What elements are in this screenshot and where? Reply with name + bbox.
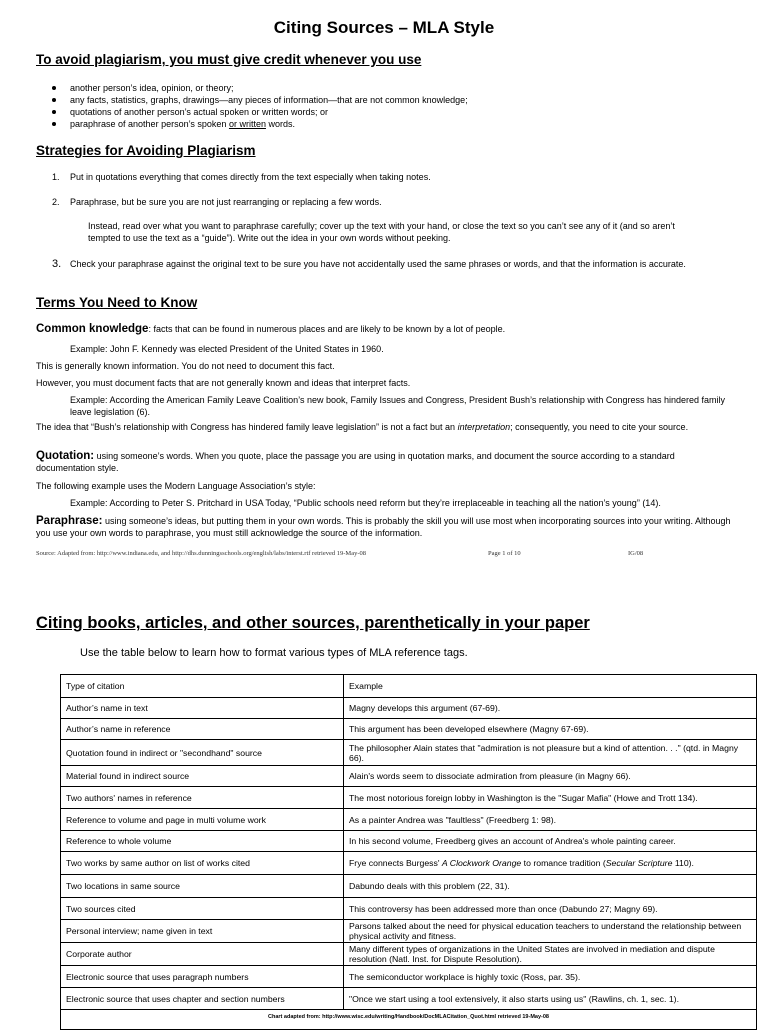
table-row — [61, 852, 757, 875]
heading-strategies: Strategies for Avoiding Plagiarism — [36, 143, 256, 158]
term-paraphrase: Paraphrase: — [36, 515, 103, 527]
table-intro: Use the table below to learn how to format various types of MLA reference tags. — [80, 647, 468, 659]
cell-example: Parsons talked about the need for physical education teachers to understand the relationship between physical activity and fitness. — [344, 920, 757, 943]
cell-example: Many different types of organizations in the United States are involved in mediation and dispute resolution (Natl. Inst. for Dispute Resolution). — [344, 943, 757, 966]
example-kennedy: Example: John F. Kennedy was elected President of the United States in 1960. — [70, 344, 384, 354]
footer-code: IG/08 — [628, 550, 644, 557]
cell-example: The philosopher Alain states that "admiration is not pleasure but a kind of attention. . ." (qtd. in Magny 66). — [344, 740, 757, 766]
example-family-leave: Example: According the American Family Leave Coalition’s new book, Family Issues and Congress, President Bush’s relationship with Congress has hindered family leave legislation (6). — [70, 395, 725, 417]
cell-type: Quotation found in indirect or "secondhand" source — [61, 740, 344, 766]
cell-example: "Once we start using a tool extensively, it also starts using us" (Rawlins, ch. 1, sec. 1). — [344, 988, 757, 1010]
cell-example: As a painter Andrea was "faultless" (Freedberg 1: 98). — [344, 809, 757, 831]
term-common-knowledge: Common knowledge — [36, 323, 149, 335]
table-header-row — [61, 675, 757, 698]
heading-citing-sources: Citing books, articles, and other sources, parenthetically in your paper — [36, 614, 590, 632]
footer-source: Source: Adapted from: http://www.indiana.edu, and http://dhs.dunningsschools.org/english/labs/interst.rtf retrieved 19-May-08 — [36, 550, 367, 557]
table-row — [61, 988, 757, 1010]
cell-example: Magny develops this argument (67-69). — [344, 698, 757, 719]
table-row — [61, 698, 757, 719]
page-title: Citing Sources – MLA Style — [273, 18, 495, 37]
cell-example: Frye connects Burgess' A Clockwork Orange to romance tradition (Secular Scripture 110). — [344, 852, 757, 875]
cell-type: Author’s name in text — [61, 698, 344, 719]
list-item: any facts, statistics, graphs, drawings—any pieces of information—that are not common knowledge; — [36, 94, 736, 106]
cell-example: Dabundo deals with this problem (22, 31). — [344, 875, 757, 898]
heading-terms: Terms You Need to Know — [36, 295, 198, 310]
table-row — [61, 875, 757, 898]
cell-type: Reference to whole volume — [61, 831, 344, 852]
common-knowledge-definition: Common knowledge: facts that can be found in numerous places and are likely to be known by a lot of people. — [36, 323, 506, 335]
cell-example: The semiconductor workplace is highly toxic (Ross, par. 35). — [344, 966, 757, 988]
cell-type: Personal interview; name given in text — [61, 920, 344, 943]
table-row — [61, 719, 757, 740]
text-mla-example: The following example uses the Modern Language Association’s style: — [36, 481, 316, 491]
strategy-2-detail: Instead, read over what you want to paraphrase carefully; cover up the text with your hand, or close the text so you can’t see any of it (and so aren’t tempted to use the text as a “guide”). Write out the idea in your own words without peeking. — [88, 221, 675, 243]
table-row — [61, 809, 757, 831]
table-row — [61, 943, 757, 966]
cell-type: Two authors' names in reference — [61, 787, 344, 809]
footer-page-number: Page 1 of 10 — [488, 550, 521, 557]
cell-type: Electronic source that uses paragraph numbers — [61, 966, 344, 988]
cell-type: Corporate author — [61, 943, 344, 966]
cell-example: This argument has been developed elsewhere (Magny 67-69). — [344, 719, 757, 740]
quotation-definition: Quotation: using someone’s words. When you quote, place the passage you are using in quotation marks, and document the source according to a standard documentation style. — [36, 450, 675, 473]
table-row — [61, 787, 757, 809]
text-known-information: This is generally known information. You do not need to document this fact. — [36, 361, 335, 371]
strategy-item-1: 1. Put in quotations everything that comes directly from the text especially when taking notes. — [52, 172, 431, 182]
strategy-item-3: 3. Check your paraphrase against the original text to be sure you have not accidentally used the same phrases or words, and that the information is accurate. — [52, 258, 686, 270]
strategy-item-2: 2. Paraphrase, but be sure you are not just rearranging or replacing a few words. — [52, 197, 382, 207]
cell-example: This controversy has been addressed more than once (Dabundo 27; Magny 69). — [344, 898, 757, 920]
text-document-facts: However, you must document facts that are not generally known and ideas that interpret facts. — [36, 378, 411, 388]
citation-table — [60, 674, 757, 1010]
term-quotation: Quotation: — [36, 450, 95, 462]
table-row — [61, 920, 757, 943]
table-row — [61, 966, 757, 988]
cell-example: The most notorious foreign lobby in Washington is the "Sugar Mafia" (Howe and Trott 134). — [344, 787, 757, 809]
text-interpretation: The idea that “Bush’s relationship with Congress has hindered family leave legislation” is not a fact but an interpretation; consequently, you need to cite your source. — [36, 422, 689, 432]
header-cell: Type of citation — [61, 675, 344, 698]
cell-type: Material found in indirect source — [61, 766, 344, 787]
cell-type: Two sources cited — [61, 898, 344, 920]
paraphrase-definition: Paraphrase: using someone’s ideas, but putting them in your own words. This is probably the skill you will use most when incorporating sources into your writing. Although you use your own words to paraphrase, you must still acknowledge the source of the information. — [36, 515, 731, 538]
list-item: another person’s idea, opinion, or theory; — [36, 82, 736, 94]
list-item: paraphrase of another person’s spoken or written words. — [36, 118, 736, 130]
plagiarism-bullet-list — [36, 82, 736, 130]
list-item: quotations of another person’s actual spoken or written words; or — [36, 106, 736, 118]
cell-example: In his second volume, Freedberg gives an account of Andrea's whole painting career. — [344, 831, 757, 852]
example-pritchard: Example: According to Peter S. Pritchard in USA Today, “Public schools need reform but they’re irreplaceable in teaching all the nation’s young” (14). — [70, 498, 661, 508]
table-row — [61, 766, 757, 787]
cell-type: Two locations in same source — [61, 875, 344, 898]
cell-type: Two works by same author on list of works cited — [61, 852, 344, 875]
cell-example: Alain's words seem to dissociate admiration from pleasure (in Magny 66). — [344, 766, 757, 787]
header-cell: Example — [344, 675, 757, 698]
cell-type: Reference to volume and page in multi volume work — [61, 809, 344, 831]
table-row — [61, 831, 757, 852]
table-source-note: Chart adapted from: http://www.wisc.edu/writing/Handbook/DocMLACitation_Quot.html retrieved 19-May-08 — [60, 1010, 757, 1030]
table-row — [61, 898, 757, 920]
heading-avoid-plagiarism: To avoid plagiarism, you must give credit whenever you use — [36, 52, 422, 67]
cell-type: Author’s name in reference — [61, 719, 344, 740]
table-row — [61, 740, 757, 766]
cell-type: Electronic source that uses chapter and section numbers — [61, 988, 344, 1010]
